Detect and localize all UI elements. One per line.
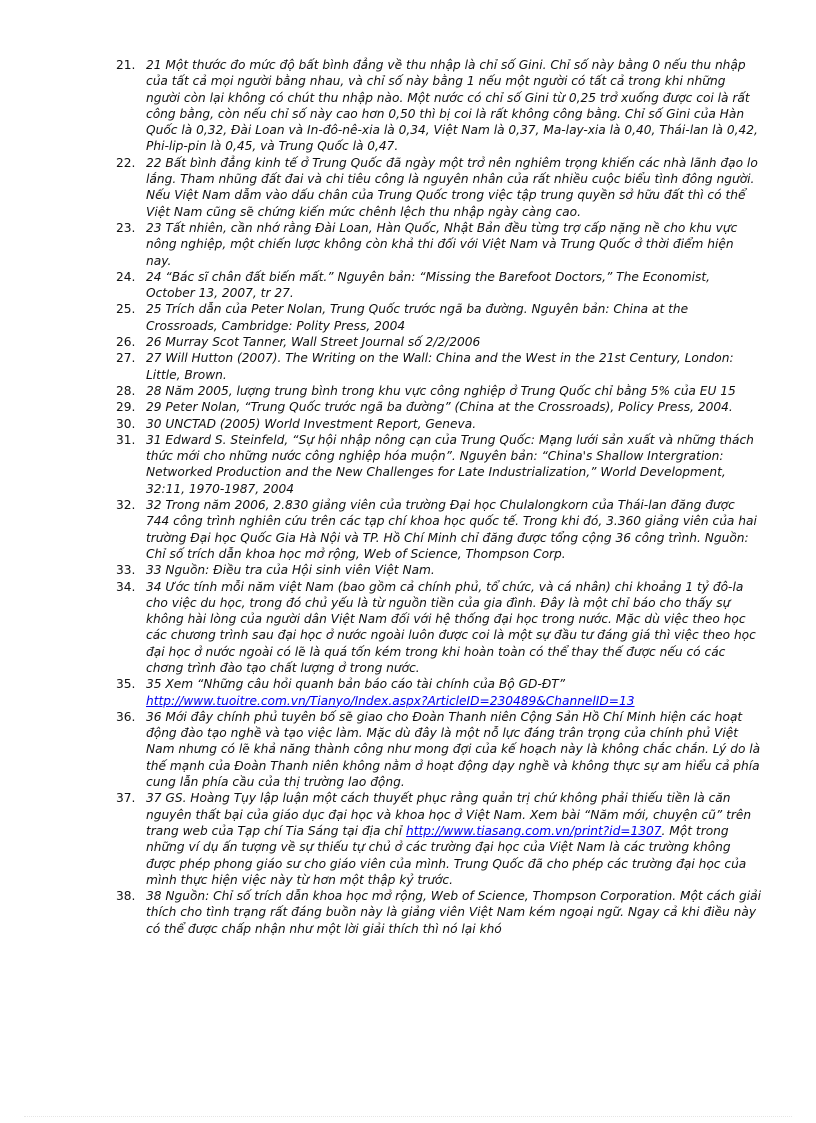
footnote-33 — [116, 562, 761, 578]
footnote-25 — [116, 301, 761, 334]
footnote-text-continuation: . Một trong những ví dụ ấn tượng về sự thiếu tự chủ ở các trường đại học của Việt Nam là các trường không được phép phong giáo sư cho giáo viên của mình. Trung Quốc đã cho phép các trường đại học của mình thực hiện việc này từ hơn một thập kỷ trước. — [146, 823, 747, 887]
footnote-number: 21. — [116, 58, 136, 72]
footnote-number: 23. — [116, 220, 136, 235]
footnote-text: 26 Murray Scot Tanner, Wall Street Journal số 2/2/2006 — [146, 335, 481, 350]
footnote-text: 22 Bất bình đẳng kinh tế ở Trung Quốc đã ngày một trở nên nghiêm trọng khiến các nhà lãnh đạo lo lắng. Tham nhũng đất đai và chi tiêu công là nguyên nhân của rất nhiều cuộc biểu tình đông người. Nếu Việt Nam dẫm vào dấu chân của Trung Quốc trong việc tập trung quyền sở hữu đất thì có thể Việt Nam cũng sẽ chứng kiến mức chênh lệch thu nhập ngày càng cao. — [146, 155, 758, 219]
footnote-35 — [116, 676, 761, 709]
footnote-text: 28 Năm 2005, lượng trung bình trong khu vực công nghiệp ở Trung Quốc chỉ bằng 5% của EU 15 — [146, 383, 736, 398]
footnote-text: 36 Mới đây chính phủ tuyên bố sẽ giao cho Đoàn Thanh niên Cộng Sản Hồ Chí Minh hiện các hoạt động đào tạo nghề và tạo việc làm. Mặc dù đây là một nỗ lực đáng trân trọng của chính phủ Việt Nam nhưng có lẽ khả năng thành công như mong đợi của kế hoạch này là không chắc chắn. Lý do là thế mạnh của Đoàn Thanh niên không nằm ở hoạt động dạy nghề và không thực sự am hiểu cả phía cung lẫn phía cầu của thị trường lao động. — [146, 709, 761, 790]
footnote-number: 32. — [116, 498, 136, 513]
footnote-37 — [116, 790, 761, 888]
footnote-number: 22. — [116, 155, 136, 170]
footnote-34 — [116, 579, 761, 677]
footnote-number: 37. — [116, 791, 136, 806]
tuoitre-link[interactable]: http://www.tuoitre.com.vn/Tianyo/Index.aspx?ArticleID=230489&ChannelID=13 — [146, 693, 635, 708]
footnote-number: 24. — [116, 269, 136, 284]
footnote-text: 25 Trích dẫn của Peter Nolan, Trung Quốc trước ngã ba đường. Nguyên bản: China at the Crossroads, Cambridge: Polity Press, 2004 — [146, 302, 689, 333]
footnote-text: 38 Nguồn: Chỉ số trích dẫn khoa học mở rộng, Web of Science, Thompson Corporation. Một cách giải thích cho tình trạng rất đáng buồn này là giảng viên Việt Nam kém ngoại ngữ. Ngay cả khi điều này có thể được chấp nhận như một lời giải thích thì nó lại khó — [146, 889, 762, 936]
footnote-text: 27 Will Hutton (2007). The Writing on the Wall: China and the West in the 21st Century, London: Little, Brown. — [146, 351, 734, 382]
footnote-21 — [116, 57, 761, 155]
footnote-38 — [116, 888, 761, 937]
footnote-text: 34 Ước tính mỗi năm việt Nam (bao gồm cả chính phủ, tổ chức, và cá nhân) chi khoảng 1 tỷ đô-la cho việc du học, trong đó chủ yếu là từ nguồn tiền của gia đình. Đây là một chỉ báo cho thấy sự không hài lòng của người dân Việt Nam đối với hệ thống đại học trong nước. Mặc dù việc theo học các chương trình sau đại học ở nước ngoài luôn được coi là một sự đầu tư đáng giá thì việc theo học đại học ở nước ngoài có lẽ là quá tốn kém trong khi hoàn toàn có thể thay thế được nếu có các chơng trình đào tạo chất lượng ở trong nước. — [146, 579, 756, 675]
footnote-list — [116, 57, 761, 937]
footnote-number: 34. — [116, 579, 136, 594]
footnote-number: 33. — [116, 563, 136, 578]
footnote-24 — [116, 269, 761, 302]
footnote-number: 31. — [116, 432, 136, 447]
footnote-text: 31 Edward S. Steinfeld, “Sự hội nhập nông cạn của Trung Quốc: Mạng lưới sản xuất và những thách thức mới cho những nước công nghiệp hóa muộn”. Nguyên bản: “China's Shallow Intergration: Networked Production and the New Challenges for Late Industrialization,” World Development, 32:11, 1970-1987, 2004 — [146, 432, 754, 496]
footnote-number: 36. — [116, 709, 136, 724]
footnote-31 — [116, 432, 761, 497]
footnote-text: 32 Trong năm 2006, 2.830 giảng viên của trường Đại học Chulalongkorn của Thái-lan đăng được 744 công trình nghiên cứu trên các tạp chí khoa học quốc tế. Trong khi đó, 3.360 giảng viên của hai trường Đại học Quốc Gia Hà Nội và TP. Hồ Chí Minh chỉ đăng được tổng cộng 36 công trình. Nguồn: Chỉ số trích dẫn khoa học mở rộng, Web of Science, Thompson Corp. — [146, 498, 757, 561]
footnote-29 — [116, 399, 761, 415]
footnote-26 — [116, 334, 761, 350]
footnote-text: 33 Nguồn: Điều tra của Hội sinh viên Việt Nam. — [146, 563, 435, 578]
footnote-number: 27. — [116, 351, 136, 366]
footnote-32 — [116, 497, 761, 562]
footnote-22 — [116, 155, 761, 220]
footnote-number: 35. — [116, 677, 136, 692]
footnote-number: 25. — [116, 302, 136, 317]
footnote-number: 29. — [116, 400, 136, 415]
footnote-number: 26. — [116, 335, 136, 350]
footnote-text: 29 Peter Nolan, “Trung Quốc trước ngã ba đường” (China at the Crossroads), Policy Press, 2004. — [146, 400, 733, 415]
footnote-number: 38. — [116, 889, 136, 904]
footnote-28 — [116, 383, 761, 399]
footnote-text: 21 Một thước đo mức độ bất bình đẳng về thu nhập là chỉ số Gini. Chỉ số này bằng 0 nếu thu nhập của tất cả mọi người bằng nhau, và chỉ số này bằng 1 nếu một người có tất cả trong khi những người còn lại không có chút thu nhập nào. Một nước có chỉ số Gini từ 0,25 trở xuống được coi là rất công bằng, còn nếu chỉ số này cao hơn 0,50 thì bị coi là rất không công bằng. Chỉ số Gini của Hàn Quốc là 0,32, Đài Loan và In-đô-nê-xia là 0,34, Việt Nam là 0,37, Ma-lay-xia là 0,40, Thái-lan là 0,42, Phi-lip-pin là 0,45, và Trung Quốc là 0,47. — [146, 58, 758, 154]
footnote-text — [146, 790, 761, 888]
footnote-number: 28. — [116, 383, 136, 398]
footnote-text: 30 UNCTAD (2005) World Investment Report, Geneva. — [146, 416, 477, 431]
footnote-36 — [116, 709, 761, 790]
page-bottom-border — [24, 1116, 792, 1117]
footnote-27 — [116, 350, 761, 383]
footnote-number: 30. — [116, 416, 136, 431]
footnote-text: 24 “Bác sĩ chân đất biến mất.” Nguyên bản: “Missing the Barefoot Doctors,” The Economist, October 13, 2007, tr 27. — [146, 269, 710, 301]
footnote-text — [146, 676, 761, 709]
footnote-30 — [116, 416, 761, 432]
footnote-23 — [116, 220, 761, 269]
footnote-text-part: 37 GS. Hoàng Tụy lập luận một cách thuyết phục rằng quản trị chứ không phải thiếu tiền là căn nguyên thất bại của giáo dục đại học và khoa học ở Việt Nam. Xem bài “Năm mới, chuyện cũ” trên trang web của Tạp chí Tia Sáng tại địa chỉ — [146, 791, 752, 838]
tiasang-link[interactable]: http://www.tiasang.com.vn/print?id=1307 — [406, 823, 662, 838]
footnote-text-part: 35 Xem “Những câu hỏi quanh bản báo cáo tài chính của Bộ GD-ĐT” — [146, 677, 566, 692]
footnote-text: 23 Tất nhiên, cần nhớ rằng Đài Loan, Hàn Quốc, Nhật Bản đều từng trợ cấp nặng nề cho khu vực nông nghiệp, một chiến lược không còn khả thi đối với Việt Nam và Trung Quốc ở thời điểm hiện nay. — [146, 220, 738, 268]
